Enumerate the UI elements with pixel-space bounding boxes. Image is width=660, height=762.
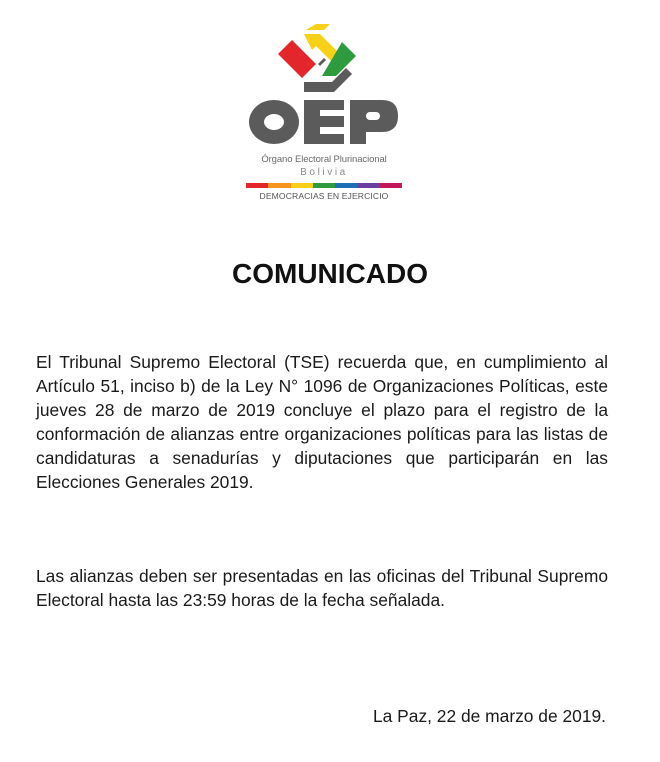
emblem-mark [278, 24, 356, 92]
logo-slogan: DEMOCRACIAS EN EJERCICIO [259, 191, 389, 201]
body-paragraph-1: El Tribunal Supremo Electoral (TSE) recuerda que, en cumplimiento al Artículo 51, inciso b) de la Ley N° 1096 de Organizaciones Políticas, este jueves 28 de marzo de 2019 concluye el plazo para el registro de la conformación de alianzas entre organizaciones políticas para las listas de candidaturas a senadurías y diputaciones que participarán en las Elecciones Generales 2019. [36, 352, 608, 492]
oep-emblem [246, 18, 402, 152]
oep-letters [249, 100, 398, 144]
logo-country: Bolivia [300, 167, 348, 178]
document-title: COMUNICADO [232, 258, 428, 289]
body-paragraph-2: Las alianzas deben ser presentadas en las oficinas del Tribunal Supremo Electoral hasta las 23:59 horas de la fecha señalada. [36, 566, 608, 610]
oep-logo [246, 18, 402, 206]
place-and-date: La Paz, 22 de marzo de 2019. [373, 706, 606, 726]
logo-subtitle: Órgano Electoral Plurinacional [261, 154, 387, 165]
logo-color-stripe [246, 183, 402, 188]
